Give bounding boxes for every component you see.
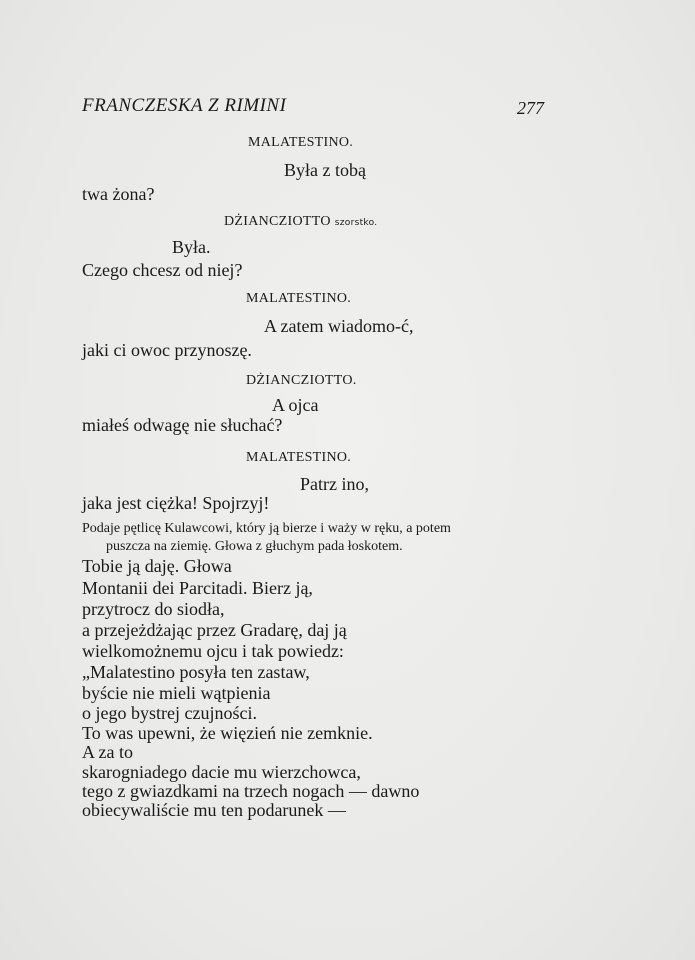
- speech-line: tego z gwiazdkami na trzech nogach — dawno: [82, 781, 420, 801]
- speech-line: o jego bystrej czujności.: [82, 703, 257, 723]
- speaker-name: [224, 211, 377, 234]
- verse-line: Była.: [172, 237, 211, 257]
- speaker-name: MALATESTINO.: [246, 450, 352, 465]
- verse-line: twa żona?: [82, 184, 155, 204]
- speech-line: skarogniadego dacie mu wierzchowca,: [82, 762, 361, 782]
- stage-note: szorstko.: [334, 218, 378, 228]
- speaker-label: DŻIANCZIOTTO: [224, 214, 331, 229]
- running-title: FRANCZESKA Z RIMINI: [82, 95, 287, 116]
- verse-line: jaki ci owoc przynoszę.: [82, 340, 252, 360]
- stage-direction: puszcza na ziemię. Głowa z głuchym pada łoskotem.: [106, 539, 403, 554]
- stage-direction: Podaje pętlicę Kulawcowi, który ją bierze i waży w ręku, a potem: [82, 521, 451, 536]
- verse-line: A zatem wiadomo-ć,: [264, 316, 414, 336]
- verse-line: miałeś odwagę nie słuchać?: [82, 415, 283, 435]
- speech-line: Tobie ją daję. Głowa: [82, 556, 232, 576]
- speech-line: byście nie mieli wątpienia: [82, 683, 271, 703]
- speech-line: przytrocz do siodła,: [82, 599, 225, 619]
- speaker-name: MALATESTINO.: [246, 291, 352, 306]
- verse-line: Patrz ino,: [300, 474, 369, 494]
- speech-line: „Malatestino posyła ten zastaw,: [82, 662, 310, 682]
- verse-line: Była z tobą: [284, 160, 366, 180]
- speech-line: A za to: [82, 742, 133, 762]
- speech-line: Montanii dei Parcitadi. Bierz ją,: [82, 578, 313, 598]
- speaker-name: DŻIANCZIOTTO.: [246, 373, 357, 388]
- speaker-name: MALATESTINO.: [248, 135, 354, 150]
- speech-line: wielkomożnemu ojcu i tak powiedz:: [82, 641, 344, 661]
- page-number: 277: [517, 98, 544, 118]
- speech-line: a przejeżdżając przez Gradarę, daj ją: [82, 620, 347, 640]
- verse-line: A ojca: [272, 395, 319, 415]
- verse-line: Czego chcesz od niej?: [82, 260, 243, 280]
- speech-line: To was upewni, że więzień nie zemknie.: [82, 723, 373, 743]
- verse-line: jaka jest ciężka! Spojrzyj!: [82, 493, 270, 513]
- speech-line: obiecywaliście mu ten podarunek —: [82, 800, 346, 820]
